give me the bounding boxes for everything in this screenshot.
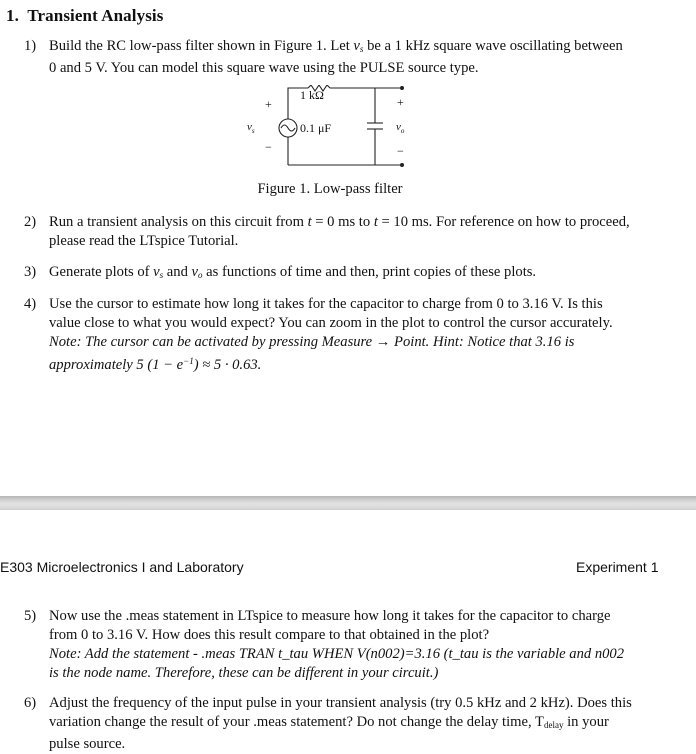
terminal-dot: [400, 163, 404, 167]
list-item-6: [24, 694, 684, 754]
item-text-line: please read the LTspice Tutorial.: [49, 233, 239, 249]
item-note: Note: Add the statement - .meas TRAN t_tau WHEN V(n002)=3.16 (t_tau is the variable and n002: [49, 646, 625, 662]
experiment-header: Experiment 1: [576, 559, 659, 575]
item-text-line: from 0 to 3.16 V. How does this result compare to that obtained in the plot?: [49, 627, 490, 643]
item-text-line: variation change the result of your .meas statement? Do not change the delay time, Tdelay in your: [49, 714, 609, 730]
item-text-line: Now use the .meas statement in LTspice to measure how long it takes for the capacitor to charge: [49, 608, 611, 624]
list-item-1: [24, 37, 684, 78]
item-text-line: pulse source.: [49, 736, 126, 752]
item-text-line: Build the RC low-pass filter shown in Figure 1. Let $v_s$ be a 1 kHz square wave oscillating between: [49, 38, 623, 54]
list-item-3: [24, 263, 684, 285]
item-number: 3): [24, 264, 37, 280]
item-text-line: Run a transient analysis on this circuit from t = 0 ms to t = 10 ms. For reference on how to proceed,: [49, 214, 630, 230]
list-item-4: [24, 295, 684, 375]
item-text-line: Generate plots of $v_s$ and $v_o$ as functions of time and then, print copies of these plots.: [49, 264, 537, 280]
capacitor-label: 0.1 μF: [300, 121, 332, 135]
page-separator: [0, 496, 696, 510]
source-minus: −: [265, 140, 272, 154]
section-number: 1.: [6, 6, 19, 25]
item-text-line: Use the cursor to estimate how long it takes for the capacitor to charge from 0 to 3.16 V. Is this: [49, 296, 603, 312]
output-minus: −: [397, 144, 404, 158]
source-plus: +: [265, 97, 272, 111]
item-hint: approximately 5 $(1 - e^{-1}) \approx 5 \cdot 0.63$.: [49, 356, 262, 373]
section-title: Transient Analysis: [27, 6, 164, 25]
course-header: E303 Microelectronics I and Laboratory: [0, 559, 244, 575]
section-heading: [6, 6, 163, 26]
source-label: $v_s$: [247, 121, 255, 136]
resistor-label: 1 kΩ: [300, 88, 324, 102]
item-note: Note: The cursor can be activated by pressing Measure → Point. Hint: Notice that 3.16 is: [49, 334, 575, 350]
item-number: 4): [24, 296, 37, 312]
item-number: 2): [24, 214, 37, 230]
item-note: is the node name. Therefore, these can be different in your circuit.): [49, 665, 439, 681]
item-text-line: value close to what you would expect? You can zoom in the plot to control the cursor accurately.: [49, 315, 613, 331]
item-number: 6): [24, 695, 37, 711]
list-item-5: [24, 607, 684, 683]
output-label: $v_o$: [396, 121, 405, 136]
item-text-line: Adjust the frequency of the input pulse in your transient analysis (try 0.5 kHz and 2 kHz). Does this: [49, 695, 632, 711]
terminal-dot: [400, 86, 404, 90]
list-item-2: [24, 213, 684, 251]
item-number: 1): [24, 38, 37, 54]
rc-lowpass-circuit-diagram: [250, 85, 420, 175]
output-plus: +: [397, 95, 404, 109]
item-number: 5): [24, 608, 37, 624]
item-text-line: 0 and 5 V. You can model this square wave using the PULSE source type.: [49, 60, 479, 76]
figure-caption: Figure 1. Low-pass filter: [257, 181, 403, 197]
